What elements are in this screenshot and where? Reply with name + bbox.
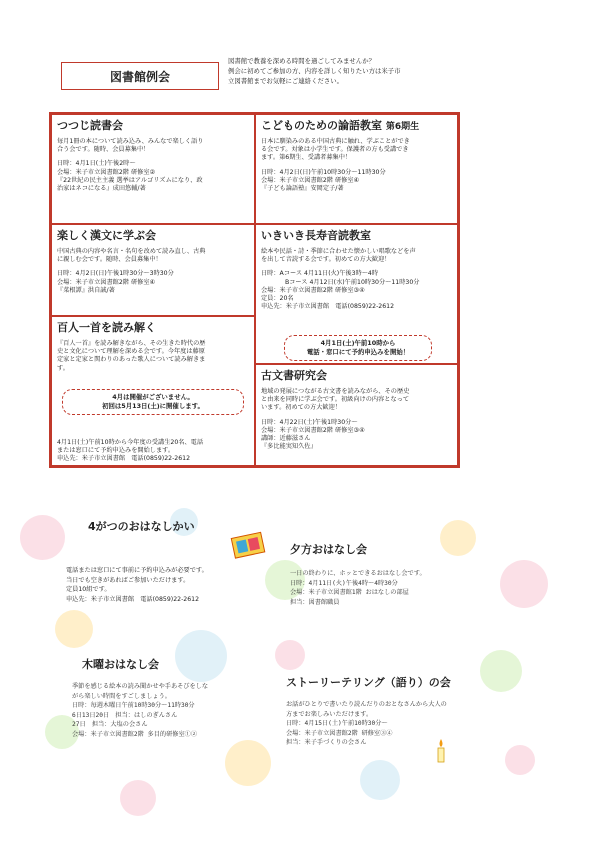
club-grid: [49, 112, 460, 468]
story-yugata: 夕方おはなし会 一日の終わりに、ホッとできるおはなし会です。 日時：4月11日(火)午後4時～4時30分 会場：米子市立図書館1階 おはなしの部屋 担当：図書館職員: [290, 541, 500, 607]
club-title: 古文書研究会: [261, 369, 327, 382]
club-title: つつじ読書会: [57, 119, 123, 132]
page-title: 図書館例会: [61, 62, 219, 90]
story-title: 4がつのおはなしかい: [88, 520, 195, 533]
club-hyakunin: 百人一首を読み解く 『百人一首』を読み解きながら、その生きた時代の歴 史と文化について理解を深める会です。今年度は藤原 定家と定家と関わりのあった歌人について読み解きま す。 4月は開催がございません。 初回は5月13日(土)に開催します。 4月1日(土)午前10時から今年度の受講生20名、電話 または窓口にて予約申込みを開始します。 申込先：米子市立図書館 電話(0859)22-2612: [51, 316, 255, 466]
club-title: こどものための論語教室 第6期生: [261, 119, 420, 132]
story-mokuyo: 木曜おはなし会 季節を感じる絵本の読み聞かせや手あそびをしな がら楽しい時間をすごしましょう。 日時：毎週木曜日午前10時30分～11時30分 6日13日20日 担当：はしのぎんさん 27日 担当：大塩の会さん 会場：米子市立図書館2階 多目的研修室①②: [72, 656, 282, 739]
story-title: ストーリーテリング（語り）の会: [286, 676, 451, 689]
story-april: [88, 518, 288, 534]
decorative-dot: [20, 515, 65, 560]
decorative-dot: [505, 745, 535, 775]
book-icon: [230, 530, 268, 561]
story-title: 夕方おはなし会: [290, 543, 367, 556]
decorative-dot: [500, 560, 548, 608]
decorative-dot: [55, 610, 93, 648]
club-title: 百人一首を読み解く: [57, 321, 156, 334]
decorative-dot: [360, 760, 400, 800]
hyakunin-notice: 4月は開催がございません。 初回は5月13日(土)に開催します。: [62, 389, 244, 415]
story-title: 木曜おはなし会: [82, 658, 159, 671]
club-title: 楽しく漢文に学ぶ会: [57, 229, 156, 242]
story-april-body: 電話または窓口にて事前に予約申込みが必要です。 当日でも空きがあればご参加いただけます。 定員10組です。 申込先：米子市立図書館 電話(0859)22-2612: [66, 567, 208, 603]
club-title: いきいき長寿音読教室: [261, 229, 371, 242]
club-kanbun: 楽しく漢文に学ぶ会 中国古典の内容や名言・名句を改めて読み直し、古典 に親しむ会です。随時、会員募集中！ 日時：4月2日(日)午後1時30分～3時30分 会場：米子市立図書館2階 研修室④ 『菜根譚』洪自誠/著: [51, 224, 255, 316]
ikiiki-notice: 4月1日(土)午前10時から 電話・窓口にて予約申込みを開始！: [284, 335, 432, 361]
club-rongo: こどものための論語教室 第6期生 日本に馴染みのある中国古典に触れ、学ぶことができ る会です。対象は小学生です。保護者の方も受講でき ます。第6期生、受講者募集中！ 日時：4月2日(日)午前10時30分～11時30分 会場：米子市立図書館2階 研修室④ 『子ども論語塾』安岡定子/著: [255, 114, 458, 224]
intro-text: 図書館で教養を深める時間を過ごしてみませんか？ 例会に初めてご参加の方、内容を詳しく知りたい方は米子市 立図書館までお気軽にご連絡ください。: [228, 57, 401, 85]
story-storytelling: ストーリーテリング（語り）の会 お話がひとりで書いたり読んだりのおとなさんから大人の 方までお楽しみいただけます。 日時：4月15日(土)午前10時30分～ 会場：米子市立図書館2階 研修室③④ 担当：米子手づくりの会さん: [286, 674, 506, 748]
decorative-dot: [225, 740, 271, 786]
club-ikiiki: いきいき長寿音読教室 絵本や民話・詩・季節に合わせた懐かしい唱歌などを声 を出して音読する会です。初めての方大歓迎！ 日時：Aコース 4月11日(火)午後3時～4時 Bコース 4月12日(水)午前10時30分～11時30分 会場：米子市立図書館2階 研修室③④ 定員：20名 申込先：米子市立図書館 電話(0859)22-2612 4月1日(土)午前10時から 電話・窓口にて予約申込みを開始！: [255, 224, 458, 364]
decorative-dot: [120, 780, 156, 816]
club-komonjo: 古文書研究会 地域の発展につながる古文書を読みながら、その歴史 と由来を同時に学ぶ会です。初級向けの内容となって います。初めての方大歓迎！ 日時：4月22日(土)午後1時30分～ 会場：米子市立図書館2階 研修室③④ 講師：近藤滋さん 『多比能実知久佐』: [255, 364, 458, 466]
club-tsutsuji: つつじ読書会 毎月1冊の本について読み込み、みんなで楽しく語り 合う会です。随時、会員募集中！ 日時：4月1日(土)午後2時～ 会場：米子市立図書館2階 研修室② 『22世紀の民主主義 選挙はアルゴリズムになり、政 治家はネコになる』成田悠輔/著: [51, 114, 255, 224]
